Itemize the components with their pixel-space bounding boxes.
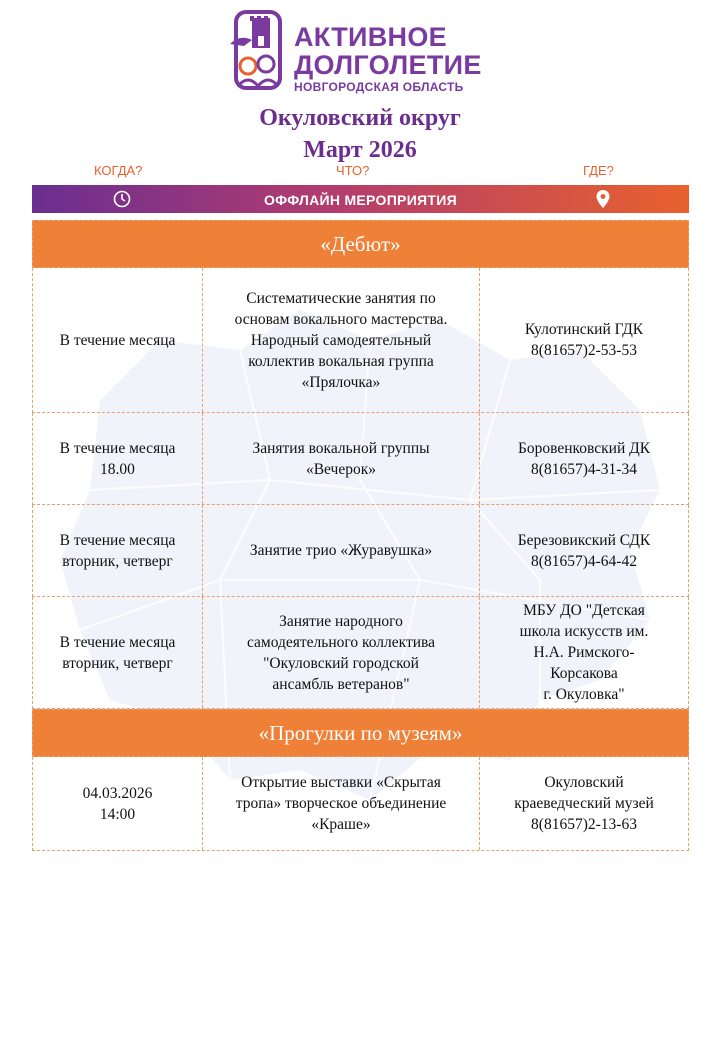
event-what: Занятия вокальной группы «Вечерок»	[203, 413, 480, 504]
event-where: Боровенковский ДК 8(81657)4-31-34	[517, 439, 651, 478]
location-pin-icon	[593, 189, 613, 209]
event-when: В течение месяца 18.00	[33, 413, 203, 504]
column-label-where: ГДЕ?	[583, 163, 614, 178]
event-what: Занятие народного самодеятельного коллектива "Окуловский городской ансамбль ветеранов"	[203, 597, 480, 708]
event-when: В течение месяца вторник, четверг	[33, 505, 203, 596]
column-label-when: КОГДА?	[94, 163, 143, 178]
event-where: МБУ ДО "Детская школа искусств им. Н.А. Римского- Корсакова г. Окуловка"	[519, 602, 649, 703]
event-what: Занятие трио «Журавушка»	[203, 505, 480, 596]
event-what: Систематические занятия по основам вокального мастерства. Народный самодеятельный коллектив вокальная группа «Прялочка»	[203, 268, 480, 412]
event-when: В течение месяца вторник, четверг	[33, 597, 203, 708]
event-what: Открытие выставки «Скрытая тропа» творческое объединение «Краше»	[203, 757, 480, 850]
offline-events-band	[32, 185, 689, 213]
events-table	[32, 220, 689, 851]
section-header-museum-walks: «Прогулки по музеям»	[32, 709, 689, 757]
logo-emblem-icon	[226, 10, 288, 92]
table-row	[32, 757, 689, 851]
page-subtitle: Март 2026	[303, 137, 417, 163]
event-where: Березовикский СДК 8(81657)4-64-42	[517, 531, 651, 570]
event-when: В течение месяца	[33, 268, 203, 412]
logo-title-line2: ДОЛГОЛЕТИЕ	[294, 50, 482, 80]
table-row	[32, 413, 689, 505]
table-row	[32, 597, 689, 709]
section-header-debut: «Дебют»	[32, 220, 689, 268]
table-row	[32, 268, 689, 413]
table-row	[32, 505, 689, 597]
logo-region: НОВГОРОДСКАЯ ОБЛАСТЬ	[294, 80, 464, 94]
event-where: Окуловский краеведческий музей 8(81657)2-13-63	[514, 774, 654, 833]
event-where: Кулотинский ГДК 8(81657)2-53-53	[524, 321, 644, 359]
logo	[226, 10, 496, 98]
column-label-what: ЧТО?	[336, 163, 370, 178]
column-labels	[0, 163, 720, 181]
logo-title-line1: АКТИВНОЕ	[294, 22, 447, 52]
band-title: ОФФЛАЙН МЕРОПРИЯТИЯ	[263, 192, 457, 208]
event-when: 04.03.2026 14:00	[33, 757, 203, 850]
page-title: Окуловский округ	[259, 105, 461, 131]
